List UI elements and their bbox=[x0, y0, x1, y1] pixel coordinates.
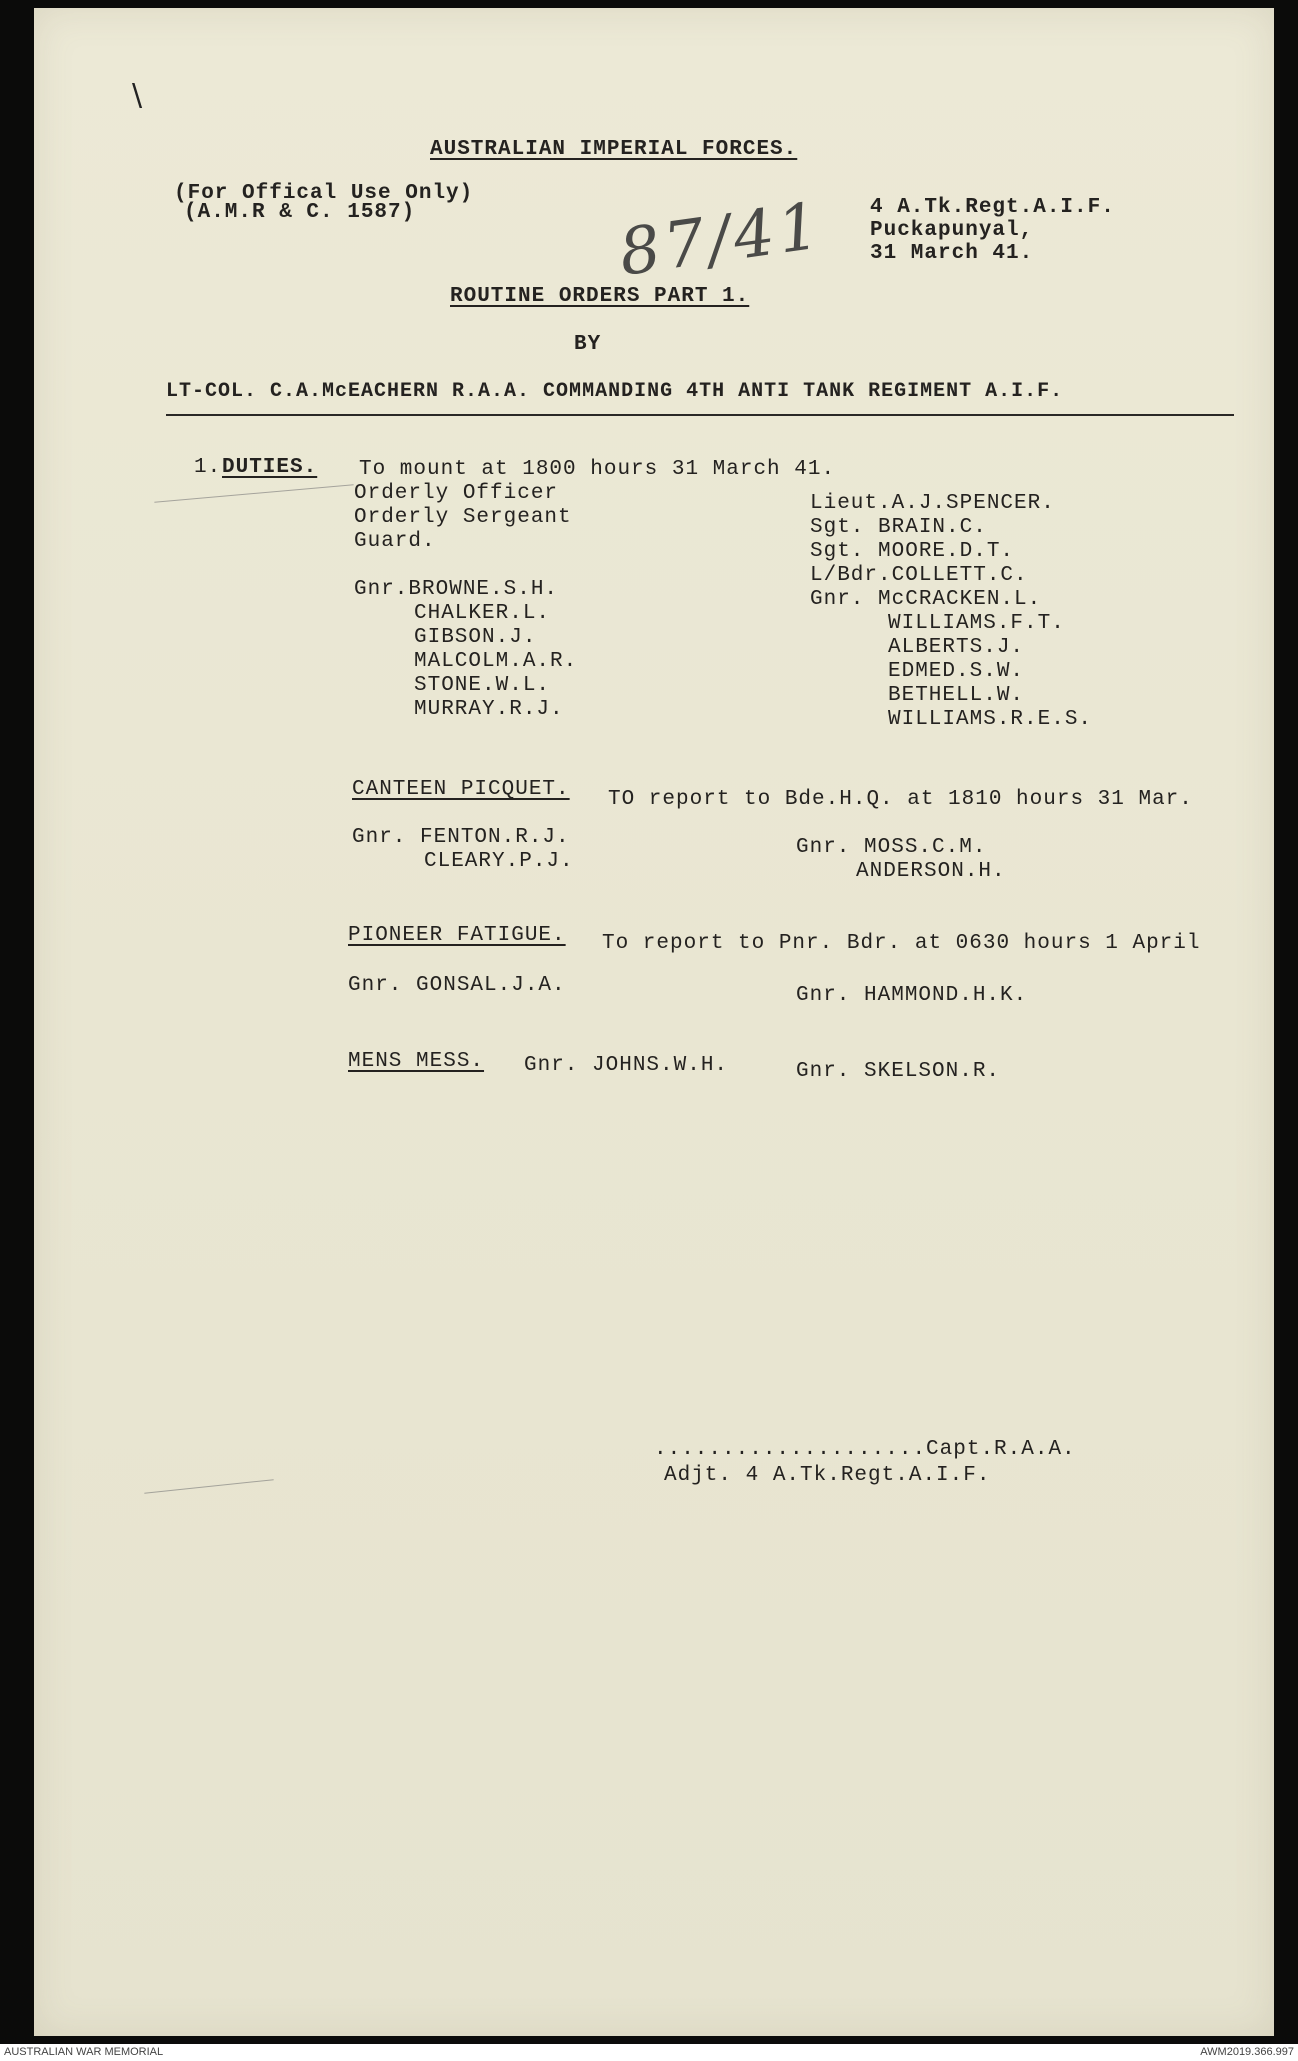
pioneer-right: Gnr. HAMMOND.H.K. bbox=[796, 984, 1028, 1007]
guard-right-1: WILLIAMS.F.T. bbox=[888, 612, 1065, 635]
reference-note: (A.M.R & C. 1587) bbox=[184, 201, 416, 224]
canteen-left-2: CLEARY.P.J. bbox=[424, 850, 574, 873]
canteen-heading: CANTEEN PICQUET. bbox=[352, 778, 570, 801]
archive-footer bbox=[0, 2044, 1298, 2061]
orders-by: BY bbox=[574, 333, 602, 356]
canteen-right-1: Gnr. MOSS.C.M. bbox=[796, 836, 987, 859]
mess-heading: MENS MESS. bbox=[348, 1050, 485, 1073]
orders-title: ROUTINE ORDERS PART 1. bbox=[450, 285, 750, 308]
pioneer-instruction: To report to Pnr. Bdr. at 0630 hours 1 April bbox=[602, 932, 1201, 955]
assigned-gunner: Gnr. McCRACKEN.L. bbox=[810, 588, 1042, 611]
pioneer-heading: PIONEER FATIGUE. bbox=[348, 924, 566, 947]
signature-line: ....................Capt.R.A.A. bbox=[654, 1438, 1076, 1461]
signature-title: Adjt. 4 A.Tk.Regt.A.I.F. bbox=[664, 1464, 991, 1487]
footer-accession-number: AWM2019.366.997 bbox=[1200, 2046, 1294, 2058]
place-name: Puckapunyal, bbox=[870, 219, 1034, 242]
document-date: 31 March 41. bbox=[870, 242, 1034, 265]
assigned-bombardier: L/Bdr.COLLETT.C. bbox=[810, 564, 1028, 587]
mess-left: Gnr. JOHNS.W.H. bbox=[524, 1054, 729, 1077]
pioneer-left: Gnr. GONSAL.J.A. bbox=[348, 974, 566, 997]
role-guard: Guard. bbox=[354, 530, 436, 553]
official-use-note: (For Offical Use Only) bbox=[174, 182, 474, 205]
canteen-left-1: Gnr. FENTON.R.J. bbox=[352, 826, 570, 849]
guard-right-5: WILLIAMS.R.E.S. bbox=[888, 708, 1093, 731]
pencil-mark bbox=[154, 484, 353, 502]
unit-name: 4 A.Tk.Regt.A.I.F. bbox=[870, 196, 1115, 219]
mess-right: Gnr. SKELSON.R. bbox=[796, 1060, 1001, 1083]
guard-left-2: CHALKER.L. bbox=[414, 602, 551, 625]
pencil-mark-lower bbox=[144, 1479, 273, 1494]
duties-number: 1. bbox=[194, 456, 222, 479]
document-title: AUSTRALIAN IMPERIAL FORCES. bbox=[430, 138, 798, 161]
role-orderly-officer: Orderly Officer bbox=[354, 482, 559, 505]
assigned-officer: Lieut.A.J.SPENCER. bbox=[810, 492, 1055, 515]
commander-underline bbox=[166, 414, 1234, 416]
handwritten-number: 87/41 bbox=[614, 189, 828, 291]
assigned-sergeant-1: Sgt. BRAIN.C. bbox=[810, 516, 987, 539]
canteen-instruction: TO report to Bde.H.Q. at 1810 hours 31 Mar. bbox=[608, 788, 1193, 811]
guard-right-4: BETHELL.W. bbox=[888, 684, 1025, 707]
duties-intro: To mount at 1800 hours 31 March 41. bbox=[359, 458, 836, 481]
guard-left-5: STONE.W.L. bbox=[414, 674, 551, 697]
canteen-right-2: ANDERSON.H. bbox=[856, 860, 1006, 883]
role-orderly-sergeant: Orderly Sergeant bbox=[354, 506, 572, 529]
commander-line: LT-COL. C.A.McEACHERN R.A.A. COMMANDING 4TH ANTI TANK REGIMENT A.I.F. bbox=[166, 380, 1064, 403]
guard-left-3: GIBSON.J. bbox=[414, 626, 537, 649]
guard-left-1: Gnr.BROWNE.S.H. bbox=[354, 578, 559, 601]
document-page bbox=[34, 8, 1274, 2036]
guard-left-4: MALCOLM.A.R. bbox=[414, 650, 578, 673]
footer-archive-name: AUSTRALIAN WAR MEMORIAL bbox=[4, 2046, 164, 2058]
guard-right-3: EDMED.S.W. bbox=[888, 660, 1025, 683]
assigned-sergeant-2: Sgt. MOORE.D.T. bbox=[810, 540, 1015, 563]
guard-right-2: ALBERTS.J. bbox=[888, 636, 1025, 659]
duties-heading: DUTIES. bbox=[222, 456, 318, 479]
guard-left-6: MURRAY.R.J. bbox=[414, 698, 564, 721]
tick-mark: \ bbox=[132, 78, 143, 113]
